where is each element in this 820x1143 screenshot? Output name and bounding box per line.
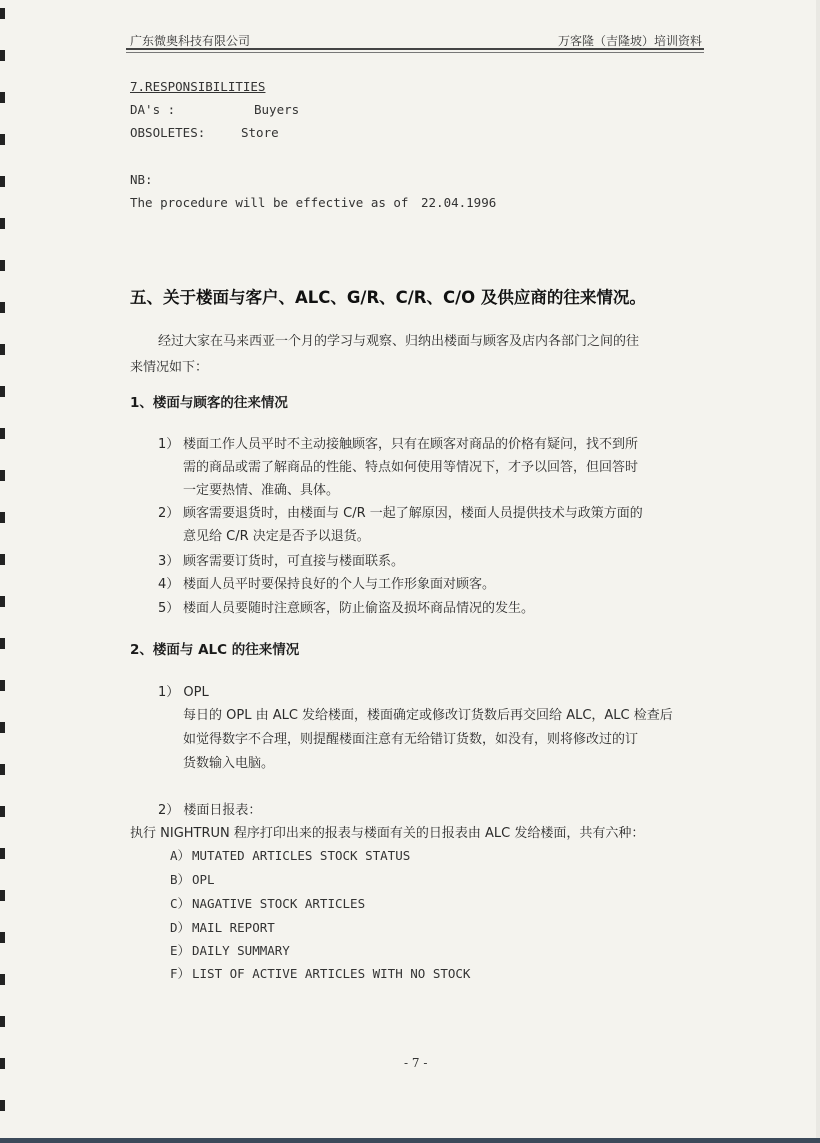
binding-hole	[0, 890, 5, 901]
scan-edge	[0, 1138, 820, 1143]
report-letter: B）	[170, 872, 191, 887]
report-name: DAILY SUMMARY	[192, 943, 290, 958]
report-letter: F）	[170, 966, 191, 981]
header-company: 广东微奥科技有限公司	[130, 34, 251, 48]
binding-hole	[0, 1058, 5, 1069]
report-letter: C）	[170, 896, 191, 911]
report-letter: E）	[170, 943, 191, 958]
binding-hole	[0, 512, 5, 523]
list-item-line: 意见给 C/R 决定是否予以退货。	[183, 529, 370, 544]
list-num: 1）	[158, 437, 180, 452]
binding-hole	[0, 1016, 5, 1027]
binding-hole	[0, 344, 5, 355]
page-edge	[816, 0, 820, 1143]
list-item-line: 需的商品或需了解商品的性能、特点如何使用等情况下，才予以回答，但回答时	[183, 460, 639, 475]
list-num: 2）	[158, 506, 180, 521]
resp-value-obsoletes: Store	[241, 125, 279, 140]
intro-line-2: 来情况如下：	[130, 360, 209, 375]
report-name: NAGATIVE STOCK ARTICLES	[192, 896, 366, 911]
binding-hole	[0, 722, 5, 733]
nb-label: NB:	[130, 172, 153, 187]
daily-report-intro: 执行 NIGHTRUN 程序打印出来的报表与楼面有关的日报表由 ALC 发给楼面，共有六种：	[130, 826, 645, 841]
intro-line-1: 经过大家在马来西亚一个月的学习与观察、归纳出楼面与顾客及店内各部门之间的往	[158, 334, 640, 349]
report-name: LIST OF ACTIVE ARTICLES WITH NO STOCK	[192, 966, 471, 981]
binding-hole	[0, 470, 5, 481]
binding-hole	[0, 260, 5, 271]
list-num: 3）	[158, 554, 180, 569]
report-name: OPL	[192, 872, 215, 887]
effective-date: 22.04.1996	[421, 195, 497, 210]
binding-hole	[0, 848, 5, 859]
list-item-line: 楼面工作人员平时不主动接触顾客，只有在顾客对商品的价格有疑问，找不到所	[183, 437, 639, 452]
header-rule-thin	[126, 52, 704, 53]
section-heading: 五、关于楼面与客户、ALC、G/R、C/R、C/O 及供应商的往来情况。	[130, 288, 646, 307]
binding-hole	[0, 596, 5, 607]
header-doc-title: 万客隆（吉隆坡）培训资料	[558, 34, 703, 48]
resp-label-obsoletes: OBSOLETES:	[130, 125, 206, 140]
report-item	[170, 846, 410, 864]
opl-line: 每日的 OPL 由 ALC 发给楼面，楼面确定或修改订货数后再交回给 ALC，ALC 检查后	[183, 708, 673, 723]
binding-hole	[0, 680, 5, 691]
binding-hole	[0, 638, 5, 649]
report-item	[170, 894, 365, 912]
binding-hole	[0, 932, 5, 943]
binding-hole	[0, 302, 5, 313]
binding-hole	[0, 176, 5, 187]
list-item-line: 楼面人员平时要保持良好的个人与工作形象面对顾客。	[183, 577, 496, 592]
binding-hole	[0, 92, 5, 103]
binding-hole	[0, 806, 5, 817]
binding-hole	[0, 1100, 5, 1111]
list-num: 5）	[158, 601, 180, 616]
binding-hole	[0, 554, 5, 565]
binding-hole	[0, 218, 5, 229]
binding-hole	[0, 8, 5, 19]
binding-hole	[0, 428, 5, 439]
list-num: 4）	[158, 577, 180, 592]
report-item	[170, 870, 215, 888]
resp-value-da: Buyers	[254, 102, 300, 117]
binding-hole	[0, 974, 5, 985]
report-name: MUTATED ARTICLES STOCK STATUS	[192, 848, 411, 863]
binding-hole	[0, 50, 5, 61]
opl-title: 1） OPL	[158, 685, 209, 700]
opl-line: 如觉得数字不合理，则提醒楼面注意有无给错订货数，如没有，则将修改过的订	[183, 732, 639, 747]
effective-note: The procedure will be effective as of	[130, 195, 409, 210]
list-item-line: 顾客需要退货时，由楼面与 C/R 一起了解原因，楼面人员提供技术与政策方面的	[183, 506, 643, 521]
report-item	[170, 918, 275, 936]
list-item-line: 一定要热情、准确、具体。	[183, 483, 340, 498]
list-item-line: 楼面人员要随时注意顾客，防止偷盗及损坏商品情况的发生。	[183, 601, 535, 616]
part1-heading: 1、楼面与顾客的往来情况	[130, 395, 288, 411]
binding-hole	[0, 386, 5, 397]
report-name: MAIL REPORT	[192, 920, 275, 935]
report-letter: A）	[170, 848, 191, 863]
binding-hole	[0, 134, 5, 145]
resp-label-da: DA's :	[130, 102, 176, 117]
opl-line: 货数输入电脑。	[183, 756, 275, 771]
responsibilities-title: 7.RESPONSIBILITIES	[130, 79, 266, 94]
header-rule	[126, 48, 704, 50]
list-item-line: 顾客需要订货时，可直接与楼面联系。	[183, 554, 405, 569]
binding-hole	[0, 764, 5, 775]
part2-heading: 2、楼面与 ALC 的往来情况	[130, 642, 300, 658]
report-letter: D）	[170, 920, 191, 935]
report-item	[170, 964, 470, 982]
binding-holes	[0, 0, 14, 1143]
daily-report-title: 2） 楼面日报表：	[158, 803, 262, 818]
page-number: - 7 -	[404, 1056, 428, 1070]
report-item	[170, 941, 290, 959]
